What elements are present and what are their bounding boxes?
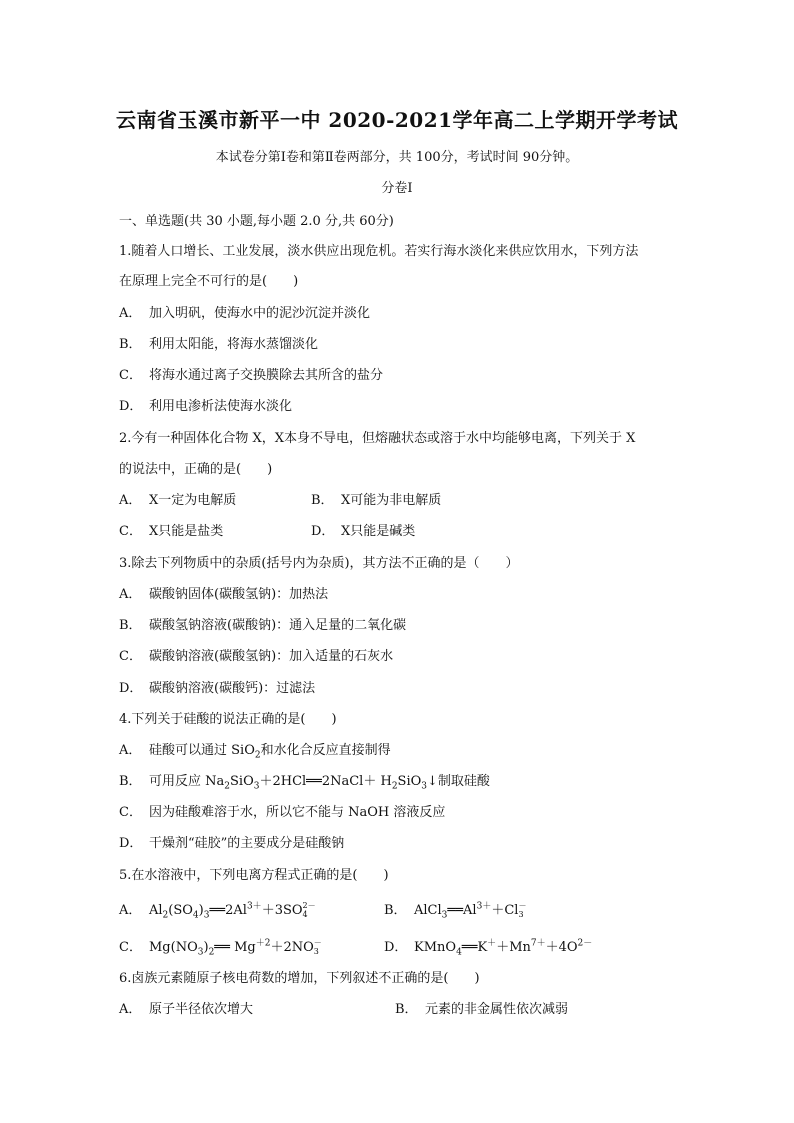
- question-5-option-c: [119, 936, 324, 958]
- subscript: 2: [391, 781, 398, 792]
- subscript: 2: [162, 910, 169, 921]
- formula-text: ): [203, 940, 209, 955]
- option-letter: C．: [119, 524, 142, 539]
- option-text: 加入明矾，使海水中的泥沙沉淀并淡化: [149, 306, 371, 321]
- formula-text: ): [198, 903, 204, 918]
- formula-text: ＋2NO: [270, 940, 314, 955]
- superscript: 7＋: [530, 938, 546, 949]
- option-text: 碳酸钠溶液(碳酸钙)：过滤法: [149, 681, 316, 696]
- subscript: 4: [456, 947, 462, 958]
- question-2-option-c: [119, 520, 223, 539]
- option-text: ↓制取硅酸: [427, 774, 490, 789]
- option-text: 将海水通过离子交换膜除去其所含的盐分: [149, 368, 384, 383]
- page-title: 云南省玉溪市新平一中 2020-2021学年高二上学期开学考试: [115, 108, 679, 132]
- option-text: X可能为非电解质: [341, 493, 442, 508]
- subscript: 4: [302, 909, 308, 919]
- option-letter: D．: [119, 681, 143, 696]
- option-letter: C．: [119, 368, 142, 383]
- option-letter: D．: [311, 524, 335, 539]
- question-4-option-b: [119, 770, 490, 792]
- question-1-option-c: [119, 364, 383, 383]
- option-letter: D．: [384, 940, 408, 955]
- formula-text: ＋Mn: [496, 940, 531, 955]
- formula-text: ══K: [461, 940, 488, 955]
- question-1-option-d: [119, 395, 292, 414]
- formula-text: ══Al: [447, 903, 477, 918]
- option-letter: B．: [384, 903, 407, 918]
- option-text: 可用反应 Na: [149, 774, 225, 789]
- question-5-stem: 5.在水溶液中，下列电离方程式正确的是( ): [119, 868, 389, 883]
- option-letter: B．: [395, 1002, 418, 1017]
- question-6-option-b: [395, 998, 568, 1017]
- subscript: 2: [208, 947, 215, 958]
- subscript: 3: [253, 781, 260, 792]
- question-3-option-b: [119, 614, 406, 633]
- option-text: 因为硅酸难溶于水，所以它不能与 NaOH 溶液反应: [149, 805, 446, 820]
- formula-text: ＋4O: [545, 940, 578, 955]
- formula-text: ══ Mg: [214, 940, 256, 955]
- question-2-stem-line2: 的说法中，正确的是( ): [119, 462, 273, 477]
- option-text: SiO: [397, 774, 422, 789]
- question-2-option-a: [119, 489, 236, 508]
- option-text: 和水化合反应直接制得: [260, 743, 391, 758]
- question-3-option-a: [119, 583, 328, 602]
- charge-stack: [302, 900, 316, 919]
- option-letter: D．: [119, 399, 143, 414]
- option-text: 利用电渗析法使海水淡化: [149, 399, 293, 414]
- option-letter: B．: [119, 774, 142, 789]
- option-text: SiO: [230, 774, 254, 789]
- option-letter: A．: [119, 493, 142, 508]
- subscript: 3: [518, 909, 524, 919]
- option-text: 原子半径依次增大: [149, 1002, 254, 1017]
- question-4-stem: 4.下列关于硅酸的说法正确的是( ): [119, 712, 337, 727]
- superscript: ＋2: [255, 938, 271, 949]
- option-letter: A．: [119, 1002, 142, 1017]
- option-letter: D．: [119, 836, 143, 851]
- question-6-option-a: [119, 998, 253, 1017]
- option-text: 碳酸钠固体(碳酸氢钠)：加热法: [149, 587, 329, 602]
- question-1-stem-line1: 1.随着人口增长、工业发展，淡水供应出现危机。若实行海水淡化来供应饮用水，下列方法: [119, 244, 639, 259]
- option-letter: C．: [119, 940, 142, 955]
- superscript: 3＋: [246, 901, 262, 912]
- option-text: X只能是盐类: [149, 524, 224, 539]
- option-text: 碳酸钠溶液(碳酸氢钠)：加入适量的石灰水: [149, 649, 394, 664]
- question-1-option-b: [119, 333, 318, 352]
- formula-text: ＋Cl: [491, 903, 519, 918]
- option-letter: B．: [311, 493, 334, 508]
- question-4-option-c: [119, 801, 445, 820]
- option-text: X只能是碱类: [341, 524, 416, 539]
- charge-stack: [518, 900, 528, 919]
- option-text: ＋2HCl══2NaCl＋ H: [259, 774, 392, 789]
- question-2-option-d: [311, 520, 415, 539]
- option-text: 干燥剂“硅胶”的主要成分是硅酸钠: [149, 836, 345, 851]
- formula-text: ══2Al: [209, 903, 247, 918]
- subscript: 3: [441, 910, 448, 921]
- subscript: 3: [421, 781, 428, 792]
- option-text: 利用太阳能，将海水蒸馏淡化: [149, 337, 319, 352]
- subscript: 3: [203, 910, 210, 921]
- superscript: －: [313, 937, 322, 947]
- question-5-option-a: [119, 899, 316, 921]
- exam-instructions: 本试卷分第Ⅰ卷和第Ⅱ卷两部分，共 100分，考试时间 90分钟。: [215, 150, 579, 165]
- question-1-option-a: [119, 302, 370, 321]
- formula-text: AlCl: [414, 903, 442, 918]
- formula-text: KMnO: [414, 940, 457, 955]
- option-text: 碳酸氢钠溶液(碳酸钠)：通入足量的二氧化碳: [149, 618, 407, 633]
- subscript: 3: [197, 947, 204, 958]
- question-1-stem-line2: 在原理上完全不可行的是( ): [119, 274, 299, 289]
- charge-stack: [313, 937, 324, 956]
- question-3-option-c: [119, 645, 393, 664]
- subscript: 4: [192, 910, 199, 921]
- superscript: 3＋: [476, 901, 492, 912]
- question-5-option-d: [384, 936, 593, 958]
- subscript: 2: [224, 781, 230, 792]
- option-letter: A．: [119, 903, 142, 918]
- formula-text: ＋3SO: [261, 903, 303, 918]
- question-3-stem: 3.除去下列物质中的杂质(括号内为杂质)，其方法不正确的是（ ）: [119, 556, 519, 571]
- subscript: 3: [313, 946, 319, 956]
- option-text: 硅酸可以通过 SiO: [149, 743, 255, 758]
- option-letter: A．: [119, 587, 142, 602]
- option-letter: A．: [119, 743, 142, 758]
- question-6-stem: 6.卤族元素随原子核电荷数的增加，下列叙述不正确的是( ): [119, 971, 480, 986]
- section-heading: 一、单选题(共 30 小题,每小题 2.0 分,共 60分): [119, 214, 394, 229]
- question-5-option-b: [384, 899, 528, 921]
- question-4-option-d: [119, 832, 344, 851]
- question-2-option-b: [311, 489, 441, 508]
- option-letter: B．: [119, 337, 142, 352]
- question-3-option-d: [119, 677, 315, 696]
- option-letter: A．: [119, 306, 142, 321]
- option-letter: C．: [119, 649, 142, 664]
- superscript: 2－: [302, 900, 316, 910]
- superscript: 2－: [577, 938, 593, 949]
- subscript: 2: [254, 750, 261, 761]
- option-text: X一定为电解质: [149, 493, 237, 508]
- superscript: －: [518, 900, 527, 910]
- formula-text: Mg(NO: [149, 940, 198, 955]
- formula-text: Al: [149, 903, 163, 918]
- superscript: ＋: [487, 938, 497, 949]
- question-4-option-a: [119, 739, 391, 761]
- question-2-stem-line1: 2.今有一种固体化合物 X，X本身不导电，但熔融状态或溶于水中均能够电离，下列关于 X: [119, 431, 636, 446]
- option-letter: B．: [119, 618, 142, 633]
- option-text: 元素的非金属性依次减弱: [425, 1002, 569, 1017]
- option-letter: C．: [119, 805, 142, 820]
- formula-text: (SO: [168, 903, 193, 918]
- section-volume-label: 分卷Ⅰ: [381, 181, 413, 196]
